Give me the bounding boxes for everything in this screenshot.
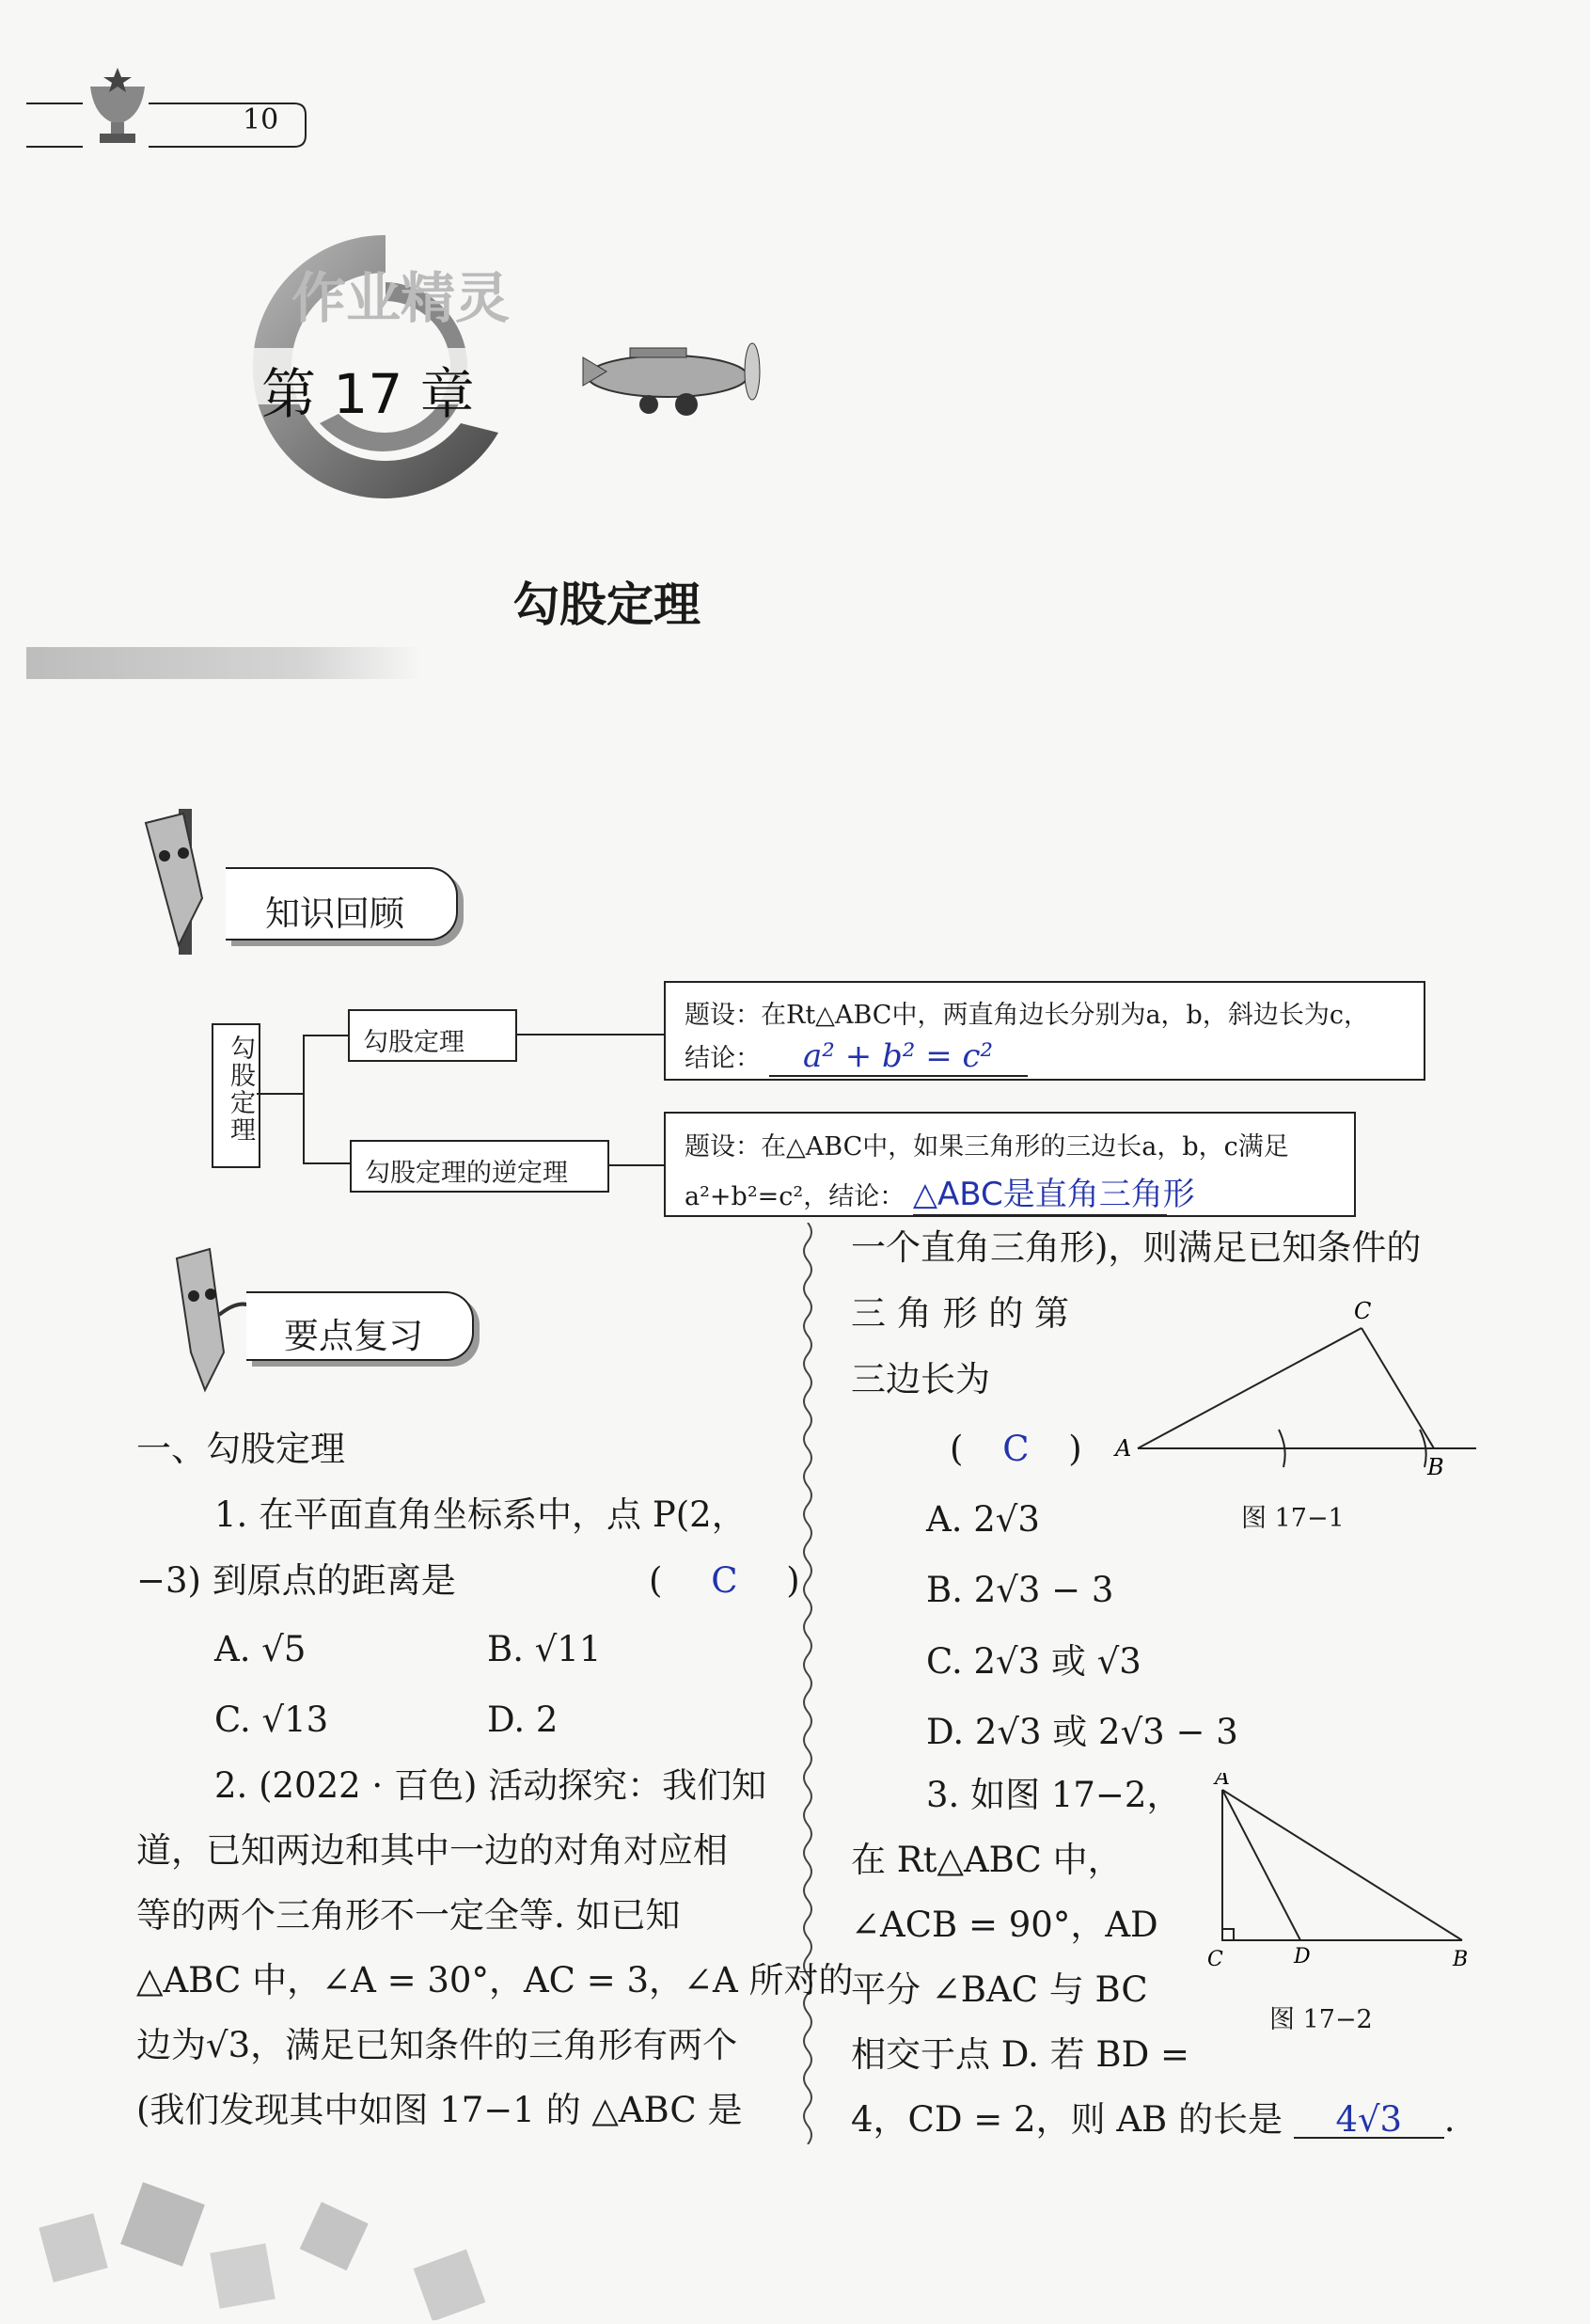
q2-bracket-left: ( — [950, 1429, 964, 1469]
branch2-label: 勾股定理的逆定理 — [365, 1159, 568, 1188]
branch1-box — [348, 1009, 517, 1062]
connector — [303, 1035, 305, 1164]
fig1-caption: 图 17−1 — [1241, 1504, 1345, 1533]
divider-bar — [26, 647, 421, 679]
fig2-caption: 图 17−2 — [1269, 2005, 1373, 2034]
q1-option: A. √5 — [214, 1629, 307, 1669]
pencil-mascot-icon — [136, 804, 230, 963]
q3-line: 平分 ∠BAC 与 BC — [851, 1969, 1148, 2010]
branch2-box — [350, 1140, 609, 1193]
branch2-line2 — [685, 1168, 1195, 1216]
figure-17-1 — [1110, 1288, 1486, 1533]
q1-answer: C — [711, 1560, 738, 1601]
fig1-label: A — [1115, 1435, 1132, 1462]
q2-cont-line: 三边长为 — [851, 1359, 990, 1399]
chapter-watermark: 作业精灵 — [291, 266, 511, 330]
q2-option: D. 2√3 或 2√3 − 3 — [926, 1712, 1238, 1752]
connector — [257, 1093, 304, 1095]
q2-option: A. 2√3 — [926, 1499, 1040, 1540]
q2-line: 2. (2022 · 百色) 活动探究：我们知 — [214, 1765, 767, 1806]
chapter-label: 第 17 章 — [261, 362, 475, 426]
q2-line: (我们发现其中如图 17−1 的 △ABC 是 — [136, 2090, 743, 2130]
section-keypoints-tab — [246, 1291, 474, 1361]
q1-option: D. 2 — [487, 1700, 559, 1740]
q3-line — [851, 2099, 1456, 2167]
q3-line: ∠ACB = 90°，AD — [851, 1905, 1158, 1945]
fig2-label: C — [1207, 1948, 1223, 1971]
triangle-figure-1 — [1110, 1288, 1486, 1477]
q2-line: 边为√3，满足已知条件的三角形有两个 — [136, 2025, 738, 2065]
section-review-tab — [226, 867, 458, 941]
q2-bracket-right: ) — [1068, 1429, 1082, 1469]
q3-line: 相交于点 D. 若 BD = — [851, 2034, 1190, 2075]
branch1-line1: 题设：在Rt△ABC中，两直角边长分别为a，b，斜边长为c， — [685, 1001, 1369, 1030]
connector — [303, 1162, 350, 1164]
fig1-label: B — [1427, 1454, 1444, 1477]
q3-line: 3. 如图 17−2， — [926, 1775, 1182, 1815]
airplane-icon — [574, 320, 780, 436]
q2-option: C. 2√3 或 √3 — [926, 1641, 1141, 1682]
q1-bracket-right: ) — [786, 1560, 800, 1601]
fig2-label: B — [1453, 1948, 1469, 1971]
fig2-label: D — [1294, 1945, 1311, 1968]
q1-bracket — [649, 1560, 800, 1601]
section-keypoints-title: 要点复习 — [284, 1316, 423, 1356]
branch2-line1: 题设：在△ABC中，如果三角形的三边长a，b，c满足 — [685, 1132, 1289, 1162]
branch1-detail — [664, 981, 1425, 1081]
q3-answer: 4√3 — [1335, 2099, 1403, 2140]
branch1-line2-prefix: 结论： — [685, 1044, 761, 1073]
q2-line: 等的两个三角形不一定全等. 如已知 — [136, 1895, 681, 1936]
connector — [515, 1034, 664, 1036]
q3-answer-blank — [1294, 2099, 1444, 2140]
q2-bracket — [950, 1429, 1082, 1469]
q2-text — [136, 1765, 854, 2158]
q2-cont-line: 一个直角三角形)，则满足已知条件的 — [851, 1227, 1422, 1268]
fig1-label: C — [1354, 1298, 1372, 1324]
q2-answer: C — [1002, 1429, 1030, 1469]
q2-line: △ABC 中，∠A = 30°，AC = 3，∠A 所对的 — [136, 1960, 854, 2000]
connector — [607, 1164, 664, 1166]
branch2-answer: △ABC是直角三角形 — [912, 1176, 1195, 1213]
q3-last-line: 4，CD = 2，则 AB 的长是 — [851, 2099, 1283, 2140]
branch2-answer-blank — [912, 1168, 1195, 1216]
q1-option: C. √13 — [214, 1700, 329, 1740]
mindmap-root-label: 勾股定理 — [226, 1035, 255, 1144]
branch1-line2 — [685, 1037, 1028, 1077]
section-review-title: 知识回顾 — [265, 893, 404, 934]
fig2-label: A — [1215, 1773, 1230, 1790]
chapter-title: 勾股定理 — [512, 577, 701, 632]
q2-cont-line: 三 角 形 的 第 — [851, 1293, 1070, 1334]
part1-heading: 一、勾股定理 — [136, 1429, 345, 1469]
q3-end: . — [1443, 2099, 1456, 2140]
q2-line: 道，已知两边和其中一边的对角对应相 — [136, 1830, 728, 1871]
branch1-answer: a² + b² = c² — [803, 1037, 994, 1075]
mindmap-root — [212, 1023, 260, 1168]
decorative-cubes — [26, 2163, 515, 2320]
q1-option: B. √11 — [487, 1629, 602, 1669]
branch2-line2-prefix: a²+b²=c²，结论： — [685, 1182, 905, 1211]
q1-line2: −3) 到原点的距离是 — [136, 1560, 456, 1601]
q2-option: B. 2√3 − 3 — [926, 1570, 1114, 1610]
figure-17-2 — [1204, 1773, 1476, 2036]
q1-bracket-left: ( — [649, 1560, 663, 1601]
connector — [303, 1035, 348, 1036]
page-number: 10 — [243, 103, 279, 136]
branch2-detail — [664, 1112, 1356, 1217]
branch1-label: 勾股定理 — [363, 1028, 464, 1057]
q3-line: 在 Rt△ABC 中， — [851, 1840, 1123, 1880]
branch1-answer-blank — [769, 1037, 1028, 1077]
triangle-figure-2 — [1204, 1773, 1476, 1989]
q1-line1: 1. 在平面直角坐标系中，点 P(2， — [214, 1494, 747, 1535]
